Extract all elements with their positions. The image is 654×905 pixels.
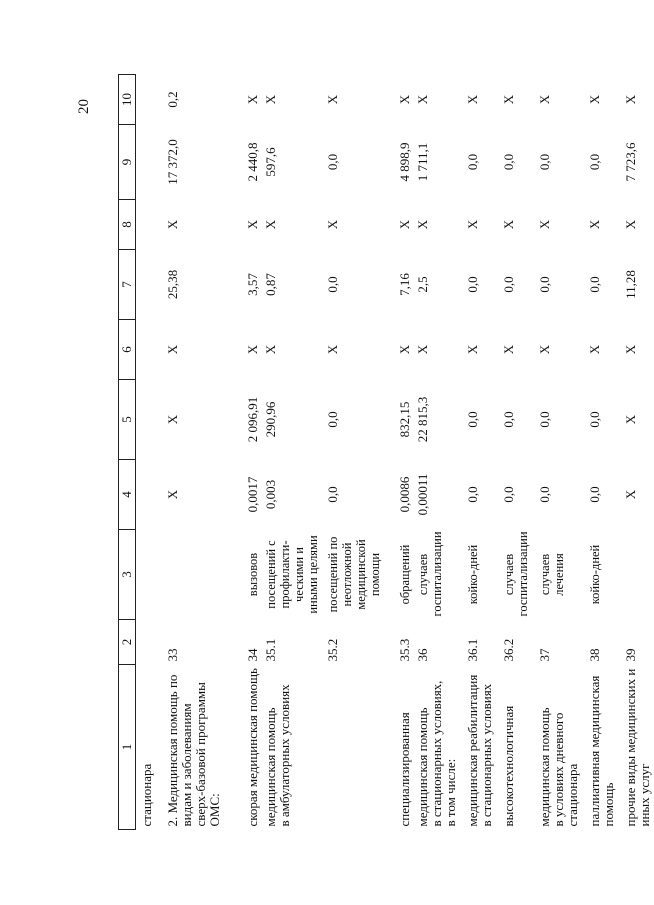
cell-c9: 2 440,8: [245, 142, 260, 182]
table-row: [322, 75, 384, 830]
col-header-7: 7: [119, 250, 136, 320]
cell-c7: 0,0: [325, 276, 340, 293]
cell-c10: X: [397, 94, 412, 105]
col-header-8: 8: [119, 200, 136, 250]
table-row: [224, 75, 262, 830]
row-unit: случаев лечения: [538, 553, 566, 596]
cell-c9: 4 898,9: [397, 142, 412, 182]
cell-c4: X: [623, 489, 638, 500]
row-label-line: в стационарных условиях: [479, 683, 494, 827]
table-row: [156, 75, 224, 830]
cell-c7: 3,57: [245, 273, 260, 296]
row-number: 36: [415, 648, 430, 662]
cell-c10: X: [415, 94, 430, 105]
col-header-9: 9: [119, 125, 136, 200]
cell-c9: 0,0: [537, 153, 552, 171]
cell-c8: X: [501, 219, 516, 230]
cell-c5: 0,0: [465, 411, 480, 428]
table-row: [136, 75, 157, 830]
cell-c9: 0,0: [325, 153, 340, 171]
cell-c6: X: [465, 344, 480, 355]
cell-c10: X: [623, 94, 638, 105]
cell-c9: 17 372,0: [165, 139, 180, 185]
row-unit: [156, 530, 224, 620]
row-unit: случаев госпитализации: [502, 531, 530, 617]
row-number: 35.2: [325, 638, 340, 662]
row-number: 36.2: [501, 638, 516, 662]
cell-c5: X: [623, 414, 638, 425]
row-label-line: медицинская помощь: [263, 707, 278, 827]
medical-care-table: [118, 74, 654, 830]
cell-c6: X: [415, 344, 430, 355]
cell-c8: X: [465, 219, 480, 230]
table-row: [384, 75, 414, 830]
row-unit: койко-дней: [466, 544, 480, 605]
cell-c5: 0,0: [325, 411, 340, 428]
row-label: [322, 665, 384, 830]
cell-c7: 0,0: [465, 276, 480, 293]
cell-c8: X: [587, 219, 602, 230]
row-unit: обращений: [398, 544, 412, 605]
row-label-line: паллиативная медицинская: [587, 675, 602, 827]
cell-c4: 0,0: [587, 486, 602, 503]
cell-c8: X: [415, 219, 430, 230]
page-number: 20: [76, 99, 92, 114]
row-number: 37: [537, 648, 552, 662]
cell-c9: 7 723,6: [623, 142, 638, 182]
row-label: специализированная: [397, 712, 412, 827]
row-label: 2. Медицинская помощь по видам и заболеваниям сверх-базовой программы ОМС:: [165, 674, 222, 827]
cell-c6: X: [263, 344, 278, 355]
row-unit: посещений по неотложной медицинской помощи: [326, 536, 382, 613]
cell-c9: 0,0: [501, 153, 516, 171]
row-label-line: медицинская помощь: [537, 707, 552, 827]
row-label-line: помощь: [601, 782, 616, 827]
row-label: высокотехнологичная: [501, 705, 516, 827]
row-label-line: стационара: [565, 763, 580, 827]
cell-c4: 0,00011: [415, 473, 430, 516]
row-number: 39: [623, 648, 638, 662]
cell-c4: 0,0: [325, 486, 340, 503]
cell-c10: 0,2: [165, 91, 180, 108]
table-row: [460, 75, 496, 830]
cell-c7: 11,28: [623, 270, 638, 299]
row-number: 38: [587, 648, 602, 662]
cell-c7: 2,5: [415, 276, 430, 293]
row-label-line: медицинская помощь: [415, 707, 430, 827]
cell-c6: X: [623, 344, 638, 355]
col-header-1: 1: [119, 665, 136, 830]
row-number: 33: [165, 648, 180, 662]
cell-c6: X: [245, 344, 260, 355]
col-header-5: 5: [119, 380, 136, 460]
cell-c8: X: [537, 219, 552, 230]
row-unit: вызовов: [246, 552, 260, 597]
cell-c8: X: [325, 219, 340, 230]
cell-c10: X: [263, 94, 278, 105]
row-unit: койко-дней: [588, 544, 602, 605]
row-unit: случаев госпитализации: [416, 531, 444, 617]
cell-c5: 2 096,91: [245, 396, 260, 443]
cell-c6: X: [165, 344, 180, 355]
table-row: [618, 75, 654, 830]
cell-c6: X: [587, 344, 602, 355]
row-number: 34: [245, 648, 260, 662]
row-label-line: в том числе:: [443, 758, 458, 827]
rotated-table-container: [118, 75, 652, 830]
cell-c10: X: [325, 94, 340, 105]
row-label-line: медицинская реабилитация: [465, 674, 480, 827]
row-label-line: в стационарных условиях,: [429, 680, 444, 827]
cell-c10: X: [537, 94, 552, 105]
table-row: [414, 75, 460, 830]
row-number: 36.1: [465, 638, 480, 662]
cell-c10: X: [587, 94, 602, 105]
cell-c8: X: [397, 219, 412, 230]
col-header-6: 6: [119, 320, 136, 380]
table-row: [496, 75, 532, 830]
cell-c6: X: [325, 344, 340, 355]
row-label: прочие виды медицинских и иных услуг: [623, 668, 652, 827]
table-row: [532, 75, 582, 830]
cell-c5: X: [165, 414, 180, 425]
cell-c7: 7,16: [397, 273, 412, 296]
cell-c6: X: [501, 344, 516, 355]
header-row: [119, 75, 136, 830]
row-label-line: в амбулаторных условиях: [277, 684, 292, 827]
cell-c10: X: [245, 94, 260, 105]
cell-c10: X: [465, 94, 480, 105]
row-unit: [618, 530, 654, 620]
cell-c5: 0,0: [537, 411, 552, 428]
table-row: [262, 75, 322, 830]
cell-c5: 290,96: [263, 401, 278, 438]
row-number: 35.1: [263, 638, 278, 662]
cell-c4: 0,0017: [245, 476, 260, 513]
row-label: [582, 665, 618, 830]
cell-c4: 0,0: [465, 486, 480, 503]
cell-c6: X: [397, 344, 412, 355]
cell-c10: X: [501, 94, 516, 105]
cell-c4: 0,0: [501, 486, 516, 503]
cell-c6: X: [537, 344, 552, 355]
cell-c4: X: [165, 489, 180, 500]
cell-c5: 0,0: [501, 411, 516, 428]
row-unit: посещений с профилакти-ческими и иными целями: [264, 535, 320, 614]
cell-c5: 0,0: [587, 411, 602, 428]
cell-c7: 0,0: [587, 276, 602, 293]
table-row: [582, 75, 618, 830]
cell-c7: 0,0: [537, 276, 552, 293]
col-header-10: 10: [119, 75, 136, 125]
col-header-2: 2: [119, 620, 136, 665]
cell-c8: X: [245, 219, 260, 230]
cell-c4: 0,003: [263, 479, 278, 510]
cell-c7: 0,87: [263, 273, 278, 296]
col-header-4: 4: [119, 460, 136, 530]
row-label: скорая медицинская помощь: [245, 668, 260, 827]
row-label: [414, 665, 460, 830]
cell-c7: 0,0: [501, 276, 516, 293]
cell-c8: X: [623, 219, 638, 230]
col-header-3: 3: [119, 530, 136, 620]
cell-c5: 22 815,3: [415, 396, 430, 443]
cell-c8: X: [165, 219, 180, 230]
row-number: 35.3: [397, 638, 412, 662]
cell-c9: 597,6: [263, 147, 278, 177]
cell-c5: 832,15: [397, 401, 412, 438]
cell-c4: 0,0: [537, 486, 552, 503]
row-label: [532, 665, 582, 830]
cell-c7: 25,38: [165, 269, 180, 300]
cell-c8: X: [263, 219, 278, 230]
row-label: стационара: [139, 763, 154, 827]
cell-c9: 1 711,1: [415, 142, 430, 182]
cell-c9: 0,0: [465, 153, 480, 171]
row-label: [262, 665, 322, 830]
row-label-line: в условиях дневного: [551, 712, 566, 827]
cell-c4: 0,0086: [397, 476, 412, 513]
row-label: [460, 665, 496, 830]
cell-c9: 0,0: [587, 153, 602, 171]
